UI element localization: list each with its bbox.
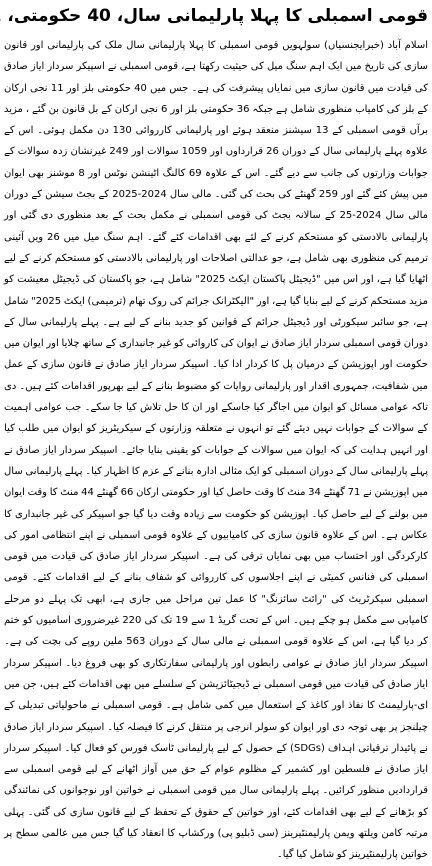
article-body: اسلام آباد (خبرایجنسیاں) سولہویں قومی اسمبلی کا پہلا پارلیمانی سال ملک کی پارلیمانی اور قانون سازی کی تاریخ میں ایک اہم سنگ میل کی حیثیت رکھتا ہے، قومی اسمبلی نے اسپیکر سردار ایاز صادق کی قیادت میں قانون سازی میں نمایاں پیشرفت کی ہے۔ جس میں 40 حکومتی بلز اور 11 نجی ارکان کے بلز کی کامیاب منظوری شامل ہے جبکہ 36 حکومتی بلز اور 6 نجی ارکان کے بل قانون بن گئے ، مزید برآں قومی اسمبلی کے 13 سیشنز منعقد ہوئے اور پارلیمانی کارروائی 130 دن مکمل ہوئی۔ اس کے علاوہ پہلے پارلیمانی سال کے دوران 26 قرارداوں اور 1059 سوالات اور 249 غیرنشان زدہ سوالات کے جوابات وزارتوں کی جانب سے دیے گئے۔ اس کے علاوہ 69 کالنگ اٹینشن نوٹس اور 8 موشنز بھی ایوان میں پیش کئے گئے اور 259 گھنٹے کی بحث کی گئی۔ مالی سال 2024-2025 کے بجٹ سیشن کے دوران مالی سال 2024-25 کے سالانہ بجٹ کی قومی اسمبلی نے مکمل بحث کے بعد منظوری دی گئی اور پارلیمانی بالادستی کو مستحکم کرنے کے لئے بھی اقدامات کئے گئے۔ اہم سنگ میل میں 26 ویں آئینی ترمیم کی منظوری بھی شامل ہے، جو عدالتی اصلاحات اور پارلیمانی بالادستی کو مستحکم کرنے کے لیے اٹھایا گیا ہے، اور اس میں "ڈیجیٹل پاکستان ایکٹ 2025" شامل ہے، جو پاکستان کی ڈیجیٹل معیشت کو مزید مستحکم کرنے کے لیے بنایا گیا ہے، اور "الیکٹرانک جرائم کی روک تھام (ترمیمی) ایکٹ 2025" شامل ہے، جو سائبر سیکورٹی اور ڈیجیٹل جرائم کے قوانین کو جدید بنانے کے لیے ہے۔ پہلے پارلیمانی سال کے دوران قومی اسمبلی سردار ایاز صادق نے ایوان کی کاروائی کو غیر جانبداری کے ساتھ چلایا اور ایوان میں حکومت اور اپوزیشن کے درمیان پل کا کردار ادا کیا۔ اسپیکر سردار ایاز صادق نے قانون سازی کے عمل میں شفافیت، جمہوری اقدار اور پارلیمانی روایات کو مضبوط بنانے کے لیے بھرپور اقدامات کئے ہیں۔ دی تاکہ عوامی مسائل کو ایوان میں اجاگر کیا جاسکے اور ان کا حل تلاش کیا جا سکے۔ جب عوامی اہمیت کے سوالات کے جوابات نہیں دیئے گئے تو انہوں نے متعلقہ وزارتوں کے سیکریٹریز کو ایوان میں طلب کیا اور انہیں ہدایت کی کہ ایوان میں سوالات کے جوابات کو یقینی بنایا جائے۔ اسپیکر سردار ایاز صادق نے پہلے پارلیمانی سال کے دوران اسمبلی کو ایک مثالی ادارہ بنانے کے عزم کا اظہار کیا۔ پہلے پارلیمانی سال میں اپوزیشن نے 71 گھنٹے 34 منٹ کا وقت حاصل کیا اور حکومتی ارکان 66 گھنٹے 44 منٹ کا وقت ایوان میں بولنے کے لیے حاصل کیا۔ اپوزیشن کو حکومت سے زیادہ وقت دیا گیا جو اسپیکر کی غیر جانبداری کا عکاس ہے۔ اس کے علاوہ قانون سازی کی کامیابیوں کے علاوہ قومی اسمبلی نے اپنے انتظامی امور کی کارکردگی اور احتساب میں بھی نمایاں ترقی کی ہے۔ اسپیکر سردار ایاز صادق کی قیادت میں قومی اسمبلی کی فنانس کمیٹی نے اپنے اجلاسوں کی کارروائی کو شفاف بنانے کے لیے اقدامات کئے۔ قومی اسمبلی سیکرٹریٹ کی "رائٹ سائزنگ" کا عمل تین مراحل میں جاری ہے، ابھی تک پہلے دو مرحلے کامیابی سے مکمل ہو چکے ہیں۔ اس کے تحت گریڈ 1 سے 19 تک کی 220 غیرضروری اسامیوں کو ختم کر دیا گیا ہے، اس کے علاوہ قومی اسمبلی نے مالی سال کے دوران 563 ملین روپے کی بچت کی ہے۔ اسپیکر سردار ایاز صادق نے عوامی رابطوں اور پارلیمانی سفارتکاری کو بھی فروغ دیا۔ اسپیکر سردار ایاز صادق کی قیادت میں قومی اسمبلی نے ڈیجیٹائزیشن کے سلسلے میں بھی اقدامات کئے ہیں، جن میں ای-پارلیمنٹ کا نفاذ اور کاغذ کے استعمال میں کمی شامل ہے۔ قومی اسمبلی نے ماحولیاتی تبدیلی کے چیلنجز پر بھی توجہ دی اور ایوان کو سولر انرجی پر منتقل کرنے کا فیصلہ کیا۔ اسپیکر سردار ایاز صادق نے پائیدار ترقیاتی اہداف (SDGs) کے حصول کے لیے پارلیمانی ٹاسک فورس کو فعال کیا۔ اسپیکر سردار ایاز صادق نے فلسطین اور کشمیر کے مظلوم عوام کے حق میں آواز اٹھانے کے لیے قومی اسمبلی سے قراردادیں منظور کرائیں۔ پہلے پارلیمانی سال میں قومی اسمبلی نے خواتین اور نوجوانوں کی نمائندگی کو بڑھانے کے لیے بھی اقدامات کئے، اور خواتین کے حقوق کے تحفظ کے لیے قانون سازی کی گئی۔ پہلی مرتبہ کامن ویلتھ ویمن پارلیمنٹیرینز (سی ڈبلیو پی) ورکشاپ کا انعقاد کیا گیا جس میں عالمی سطح پر خواتین پارلیمنٹیرینز کو شامل کیا گیا۔ xyxy=(4,40,429,861)
article-headline: قومی اسمبلی کا پہلا پارلیمانی سال، 40 حکومتی، xyxy=(7,6,428,26)
